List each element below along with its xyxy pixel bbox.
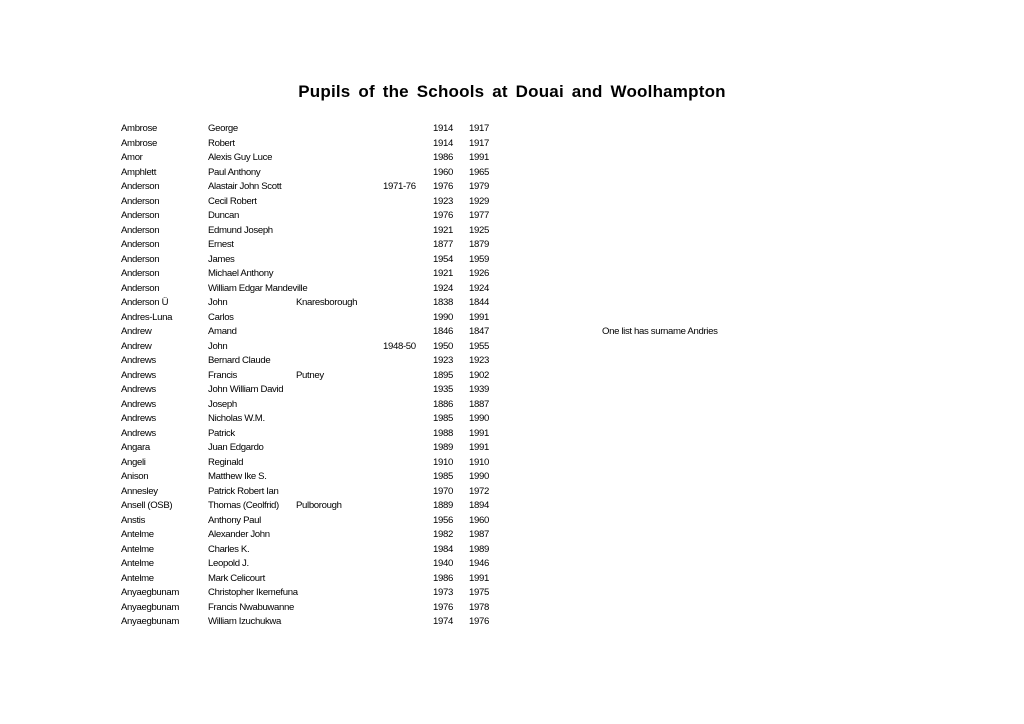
table-row <box>0 412 1024 427</box>
table-row <box>0 282 1024 297</box>
place-cell: Putney <box>296 369 324 381</box>
given-names-cell: Matthew Ike S. <box>208 471 267 482</box>
surname-cell: Annesley <box>121 485 158 497</box>
table-row <box>0 383 1024 398</box>
table-row <box>0 296 1024 311</box>
place-cell: Pulborough <box>296 500 342 511</box>
table-row <box>0 572 1024 587</box>
table-row <box>0 586 1024 601</box>
given-names-cell: Robert <box>208 137 235 149</box>
end-year-cell: 1924 <box>469 282 489 294</box>
end-year-cell: 1991 <box>469 311 489 323</box>
given-names-cell: Francis Nwabuwanne <box>208 601 294 613</box>
table-row <box>0 398 1024 413</box>
start-year-cell: 1985 <box>433 471 453 482</box>
end-year-cell: 1978 <box>469 601 489 613</box>
surname-cell: Amor <box>121 152 143 163</box>
surname-cell: Anyaegbunam <box>121 587 180 598</box>
start-year-cell: 1895 <box>433 369 453 381</box>
given-names-cell: Francis <box>208 369 238 381</box>
given-names-cell: William Izuchukwa <box>208 616 281 627</box>
start-year-cell: 1914 <box>433 123 453 134</box>
start-year-cell: 1924 <box>433 282 453 294</box>
place-cell: Knaresborough <box>296 297 358 308</box>
end-year-cell: 1929 <box>469 195 489 207</box>
end-year-cell: 1923 <box>469 355 489 366</box>
given-names-cell: Paul Anthony <box>208 166 261 178</box>
surname-cell: Anderson <box>121 195 160 207</box>
start-year-cell: 1990 <box>433 311 453 323</box>
surname-cell: Antelme <box>121 543 154 555</box>
end-year-cell: 1939 <box>469 384 489 395</box>
start-year-cell: 1984 <box>433 543 453 555</box>
start-year-cell: 1921 <box>433 224 453 236</box>
table-row <box>0 267 1024 282</box>
surname-cell: Anderson <box>121 210 160 221</box>
page-title: Pupils of the Schools at Douai and Woolhampton <box>298 82 726 101</box>
given-names-cell: Alastair John Scott <box>208 181 282 192</box>
end-year-cell: 1879 <box>469 239 489 250</box>
given-names-cell: Patrick Robert Ian <box>208 485 279 497</box>
end-year-cell: 1894 <box>469 500 489 511</box>
start-year-cell: 1976 <box>433 210 453 221</box>
table-row <box>0 354 1024 369</box>
table-row <box>0 528 1024 543</box>
end-year-cell: 1902 <box>469 369 489 381</box>
surname-cell: Anyaegbunam <box>121 601 180 613</box>
given-names-cell: Alexis Guy Luce <box>208 152 273 163</box>
start-year-cell: 1974 <box>433 616 453 627</box>
end-year-cell: 1946 <box>469 558 489 569</box>
surname-cell: Angara <box>121 442 150 453</box>
surname-cell: Amphlett <box>121 166 157 178</box>
given-names-cell: Joseph <box>208 398 237 410</box>
given-names-cell: James <box>208 253 235 265</box>
end-year-cell: 1991 <box>469 152 489 163</box>
start-year-cell: 1973 <box>433 587 453 598</box>
start-year-cell: 1970 <box>433 485 453 497</box>
end-year-cell: 1965 <box>469 166 489 178</box>
table-row <box>0 209 1024 224</box>
table-row <box>0 253 1024 268</box>
given-names-cell: Reginald <box>208 456 244 468</box>
start-year-cell: 1986 <box>433 572 453 584</box>
given-names-cell: Mark Celicourt <box>208 572 265 584</box>
start-year-cell: 1960 <box>433 166 453 178</box>
start-year-cell: 1846 <box>433 326 453 337</box>
end-year-cell: 1976 <box>469 616 489 627</box>
end-year-cell: 1972 <box>469 485 489 497</box>
table-row <box>0 557 1024 572</box>
given-names-cell: Thomas (Ceolfrid) <box>208 500 279 511</box>
end-year-cell: 1979 <box>469 181 489 192</box>
start-year-cell: 1982 <box>433 529 453 540</box>
end-year-cell: 1917 <box>469 123 489 134</box>
start-year-cell: 1886 <box>433 398 453 410</box>
surname-cell: Ansell (OSB) <box>121 500 173 511</box>
given-names-cell: William Edgar Mandeville <box>208 282 308 294</box>
table-row <box>0 151 1024 166</box>
surname-cell: Andrews <box>121 369 156 381</box>
table-row <box>0 224 1024 239</box>
surname-cell: Anstis <box>121 514 146 526</box>
surname-cell: Ambrose <box>121 123 157 134</box>
start-year-cell: 1914 <box>433 137 453 149</box>
surname-cell: Andres-Luna <box>121 311 173 323</box>
table-row <box>0 122 1024 137</box>
start-year-cell: 1956 <box>433 514 453 526</box>
given-names-cell: Duncan <box>208 210 239 221</box>
end-year-cell: 1887 <box>469 398 489 410</box>
surname-cell: Anderson <box>121 181 160 192</box>
start-year-cell: 1910 <box>433 456 453 468</box>
given-names-cell: Anthony Paul <box>208 514 261 526</box>
start-year-cell: 1923 <box>433 355 453 366</box>
end-year-cell: 1991 <box>469 442 489 453</box>
note-cell: One list has surname Andries <box>602 326 718 337</box>
surname-cell: Andrews <box>121 413 156 424</box>
end-year-cell: 1910 <box>469 456 489 468</box>
surname-cell: Andrew <box>121 340 152 352</box>
start-year-cell: 1877 <box>433 239 453 250</box>
table-row <box>0 470 1024 485</box>
given-names-cell: Ernest <box>208 239 234 250</box>
table-row <box>0 195 1024 210</box>
table-row <box>0 137 1024 152</box>
start-year-cell: 1940 <box>433 558 453 569</box>
table-row <box>0 166 1024 181</box>
end-year-cell: 1926 <box>469 268 489 279</box>
surname-cell: Anderson <box>121 253 160 265</box>
table-row <box>0 615 1024 630</box>
table-row <box>0 543 1024 558</box>
given-names-cell: Michael Anthony <box>208 268 274 279</box>
start-year-cell: 1923 <box>433 195 453 207</box>
end-year-cell: 1925 <box>469 224 489 236</box>
surname-cell: Antelme <box>121 529 154 540</box>
given-names-cell: Bernard Claude <box>208 355 271 366</box>
end-year-cell: 1990 <box>469 413 489 424</box>
surname-cell: Anyaegbunam <box>121 616 180 627</box>
given-names-cell: Christopher Ikemefuna <box>208 587 298 598</box>
given-names-cell: Patrick <box>208 427 235 439</box>
end-year-cell: 1917 <box>469 137 489 149</box>
table-row <box>0 601 1024 616</box>
table-row <box>0 311 1024 326</box>
end-year-cell: 1990 <box>469 471 489 482</box>
given-names-cell: Leopold J. <box>208 558 249 569</box>
given-names-cell: George <box>208 123 238 134</box>
date-range-cell: 1948-50 <box>383 340 416 352</box>
start-year-cell: 1976 <box>433 601 453 613</box>
surname-cell: Anderson <box>121 224 160 236</box>
start-year-cell: 1954 <box>433 253 453 265</box>
surname-cell: Andrew <box>121 326 152 337</box>
end-year-cell: 1987 <box>469 529 489 540</box>
table-row <box>0 456 1024 471</box>
table-row <box>0 180 1024 195</box>
end-year-cell: 1959 <box>469 253 489 265</box>
table-row <box>0 441 1024 456</box>
table-row <box>0 238 1024 253</box>
given-names-cell: Nicholas W.M. <box>208 413 265 424</box>
surname-cell: Anison <box>121 471 149 482</box>
table-row <box>0 427 1024 442</box>
given-names-cell: John William David <box>208 384 284 395</box>
table-row <box>0 340 1024 355</box>
table-row <box>0 369 1024 384</box>
surname-cell: Andrews <box>121 384 156 395</box>
end-year-cell: 1960 <box>469 514 489 526</box>
start-year-cell: 1989 <box>433 442 453 453</box>
start-year-cell: 1935 <box>433 384 453 395</box>
surname-cell: Anderson <box>121 268 160 279</box>
given-names-cell: Cecil Robert <box>208 195 257 207</box>
start-year-cell: 1921 <box>433 268 453 279</box>
surname-cell: Antelme <box>121 558 154 569</box>
end-year-cell: 1844 <box>469 297 489 308</box>
surname-cell: Anderson <box>121 239 160 250</box>
given-names-cell: Carlos <box>208 311 234 323</box>
surname-cell: Andrews <box>121 398 156 410</box>
start-year-cell: 1986 <box>433 152 453 163</box>
end-year-cell: 1975 <box>469 587 489 598</box>
start-year-cell: 1950 <box>433 340 453 352</box>
start-year-cell: 1976 <box>433 181 453 192</box>
table-row <box>0 485 1024 500</box>
start-year-cell: 1985 <box>433 413 453 424</box>
end-year-cell: 1955 <box>469 340 489 352</box>
end-year-cell: 1847 <box>469 326 489 337</box>
given-names-cell: John <box>208 297 228 308</box>
surname-cell: Andrews <box>121 427 156 439</box>
surname-cell: Anderson Ü <box>121 297 169 308</box>
surname-cell: Angeli <box>121 456 146 468</box>
start-year-cell: 1988 <box>433 427 453 439</box>
table-row <box>0 499 1024 514</box>
surname-cell: Antelme <box>121 572 154 584</box>
date-range-cell: 1971-76 <box>383 181 416 192</box>
surname-cell: Anderson <box>121 282 160 294</box>
surname-cell: Ambrose <box>121 137 157 149</box>
given-names-cell: Alexander John <box>208 529 270 540</box>
end-year-cell: 1977 <box>469 210 489 221</box>
start-year-cell: 1838 <box>433 297 453 308</box>
table-row <box>0 514 1024 529</box>
given-names-cell: Charles K. <box>208 543 250 555</box>
surname-cell: Andrews <box>121 355 156 366</box>
end-year-cell: 1991 <box>469 572 489 584</box>
given-names-cell: Edmund Joseph <box>208 224 273 236</box>
start-year-cell: 1889 <box>433 500 453 511</box>
pupil-list <box>0 122 1024 630</box>
end-year-cell: 1991 <box>469 427 489 439</box>
given-names-cell: John <box>208 340 228 352</box>
given-names-cell: Amand <box>208 326 237 337</box>
table-row <box>0 325 1024 340</box>
given-names-cell: Juan Edgardo <box>208 442 264 453</box>
end-year-cell: 1989 <box>469 543 489 555</box>
